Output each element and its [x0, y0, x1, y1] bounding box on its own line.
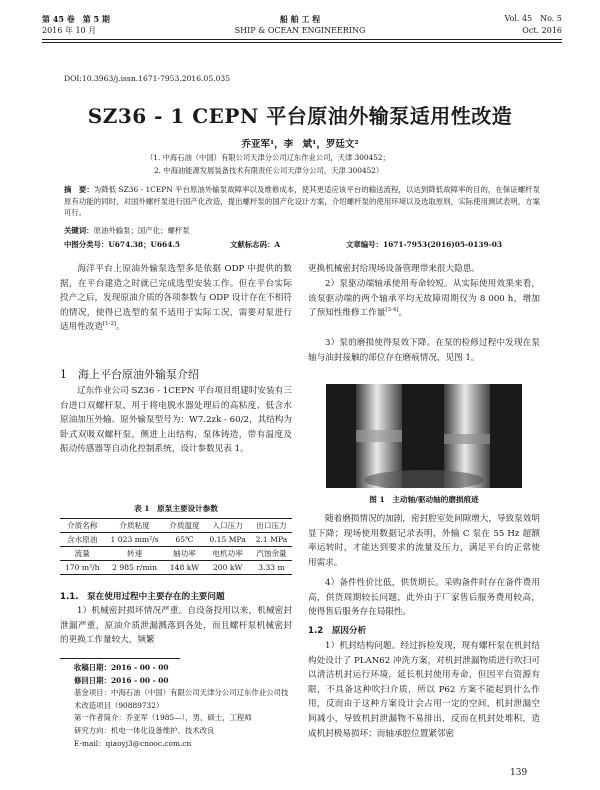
article-number: 文章编号：1671-7953(2016)05-0139-03 [346, 240, 502, 249]
header-rule-thin [42, 42, 562, 43]
footnote-research: 研究方向：机电一体化设备维护、技术改良 [74, 725, 215, 735]
table-cell: 介质温度 [169, 521, 200, 530]
design-parameter-table [60, 518, 292, 575]
document-code: 文献标志码：A [230, 240, 281, 249]
section-1-2-heading: 1.2 原因分析 [308, 626, 367, 636]
table-caption: 表 1 原泵主要设计参数 [134, 504, 218, 513]
wear-text: 3）泵的磨损使得泵效下降。在泵的检修过程中发现在泵轴与油封接触的部位存在磨痕情况，见图 1。 [308, 338, 540, 363]
cause-text: 1）机封结构问题。经过拆检发现，现有螺杆泵在机封结构处设计了 PLAN62 冲洗方案，对机封泄漏物质进行吹扫可以清洁机封运行环境，延长机封使用寿命，但因平台资源有限，不具备这种吹扫介质，所以 P62 方案不能起到什么作用，反而由于这种方案设计会占用一定的空间，机封泄漏空间减小，导致机封泄漏物不易排出，反而在机封处堆积，造成机封极易损坏；而轴承腔位置紧邻密 [308, 641, 540, 739]
footnote-email: E-mail：qiaoyj3@cnooc.com.cn [74, 738, 192, 748]
spares-text: 4）备件性价比低，供货期长。采购备件时存在备件费用高，供货周期较长问题，此外由于厂家售后服务费用较高，使得售后服务存在局限性。 [308, 578, 540, 618]
doi: DOI:10.3963/j.issn.1671-7953.2016.05.035 [64, 74, 231, 83]
footnote-revised: 修回日期：2016 - 00 - 00 [74, 675, 169, 685]
section-1-1-heading: 1.1. 泵在使用过程中主要存在的主要问题 [60, 592, 225, 602]
table-cell: 轴功率 [173, 549, 196, 558]
figure-1-photo [326, 384, 522, 488]
keywords [64, 225, 190, 237]
affiliation-2: 2. 中海油能源发展装备技术有限责任公司天津分公司，天津 300452） [154, 166, 384, 175]
table-cell: 170 m³/h [64, 563, 100, 572]
intro-end: 。 [116, 322, 125, 333]
shaft-wear-image [326, 384, 522, 488]
section-1-heading: 1 海上平台原油外输泵介绍 [60, 368, 199, 381]
journal-date-en: Oct. 2016 [522, 26, 562, 35]
journal-name-cn: 船 舶 工 程 [279, 14, 321, 24]
page-number: 139 [510, 768, 528, 778]
keywords-label: 关键词： [64, 226, 94, 235]
table-cell: 入口压力 [212, 521, 243, 530]
table-cell: 出口压力 [256, 521, 287, 530]
section-1-paragraph [60, 384, 292, 457]
footnotes [74, 662, 292, 750]
section-1-1-text: 1）机械密封损坏情况严重。自设备投用以来，机械密封泄漏严重，原油介质泄漏溅落到各处，而且螺杆泵机械密封的更换工作量较大，频繁 [60, 606, 292, 646]
right-top-line: 更换机械密封给现场设备管理带来很大隐患。 [308, 264, 480, 274]
intro-text: 海洋平台上原油外输泵选型多是依据 ODP 中提供的数据，在平台建造之时就已完成选型安装工作。但在平台实际投产之后，发现原油介质的各项参数与 ODP 设计存在不相符的情况，使得已选型的泵不适用于实际工况，需要对泵进行适用性改造 [60, 264, 292, 333]
spares-paragraph [308, 576, 540, 620]
wear-mark [444, 434, 490, 444]
table-cell: 汽蚀余量 [256, 549, 287, 558]
footnote-fund: 基金项目：中海石油（中国）有限公司天津分公司辽东作业公司技术改造项目（90889732） [74, 688, 289, 710]
paper-title: SZ36 - 1 CEPN 平台原油外输泵适用性改造 [87, 104, 513, 128]
authors: 乔亚军¹，李 斌¹，罗廷文² [241, 139, 359, 150]
footnote-received: 收稿日期：2016 - 00 - 00 [74, 663, 169, 672]
efficiency-text: 随着磨损情况的加剧，密封腔室处间隙增大，导致泵效明显下降；现场使用数据记录表明，外输 C 泵在 55 Hz 超额率运转时，才能达到要求的流量及压力，满足平台的正常使用需求。 [308, 514, 540, 568]
abstract-text: 为降低 SZ36 - 1CEPN 平台原油外输泵故障率以及维修成本，使其更适应该平台的输送流程，以达到降低故障率的目的，在保证螺杆泵原有功能的同时，对国外螺杆泵进行国产化改造，提出螺杆泵的国产化设计方案，介绍螺杆泵的使用环境以及选取原则，实际使用测试表明，方案可行。 [64, 185, 540, 218]
table-cell: 2 985 r/min [112, 563, 158, 572]
intro-paragraph [60, 262, 292, 335]
section-1-text: 辽东作业公司 SZ36 - 1CEPN 平台项目组建时安装有三台进口双螺杆泵，用于将电脱水器处理后的高粘度、低含水原油加压外输。原外输泵型号为：W7.2zk - 60/2，其结构为卧式双吸双螺杆泵，侧进上出结构，泵体铸造，带有温度及振动传感器等自动化控制系统，设计参数见表 1。 [60, 386, 292, 455]
keywords-text: 原油外输泵；国产化；螺杆泵 [93, 226, 190, 235]
bearing-paragraph [308, 277, 540, 321]
bearing-end: 。 [398, 308, 408, 319]
table-cell: 2.1 MPa [255, 535, 288, 544]
table-row [60, 547, 292, 561]
table-row [60, 533, 292, 547]
table-cell: 含水原油 [67, 535, 98, 544]
table-row [60, 519, 292, 533]
table-cell: 介质粘度 [119, 521, 150, 530]
journal-vol-en: Vol. 45 No. 5 [504, 14, 562, 23]
abstract-label: 摘 要： [64, 185, 94, 194]
clc-number: 中图分类号：U674.38；U664.5 [64, 240, 181, 249]
intro-citation: [1-2] [102, 321, 117, 328]
header-rule [42, 39, 562, 40]
table-cell: 1 023 mm²/s [110, 535, 159, 544]
footnote-rule [60, 658, 180, 659]
table-cell: 0.15 MPa [209, 535, 246, 544]
table-cell: 200 kW [212, 563, 243, 572]
journal-name-en: SHIP & OCEAN ENGINEERING [234, 26, 366, 35]
affiliation-1: （1. 中海石油（中国）有限公司天津分公司辽东作业公司，天津 300452； [146, 153, 390, 162]
section-1-1-paragraph [60, 604, 292, 648]
bearing-citation: [3-4] [385, 307, 399, 314]
abstract [64, 184, 540, 219]
table-cell: 3.33 m [258, 563, 285, 572]
table-cell: 介质名称 [67, 521, 98, 530]
table-cell: 转速 [126, 549, 143, 558]
journal-date: 2016 年 10 月 [42, 26, 97, 35]
cause-paragraph [308, 639, 540, 741]
wear-mark [356, 430, 402, 442]
journal-volume-issue: 第 45 卷 第 5 期 [42, 14, 110, 24]
table-row [60, 561, 292, 575]
wear-paragraph [308, 336, 540, 365]
figure-1-caption: 图 1 主动轴/驱动轴的磨损痕迹 [369, 495, 479, 504]
table-cell: 65℃ [175, 535, 194, 544]
footnote-author: 第一作者简介：乔亚军（1985—），男，硕士，工程师 [74, 713, 252, 723]
table-cell: 流量 [74, 549, 90, 558]
efficiency-paragraph [308, 512, 540, 570]
table-cell: 电机功率 [212, 549, 243, 558]
table-cell: 148 kW [169, 563, 200, 572]
bearing-text: 2）泵驱动端轴承使用寿命较短。从实际使用效果来看，该泵驱动端的两个轴承平均无故障周期仅为 8 000 h，增加了预知性维修工作量 [308, 279, 540, 319]
